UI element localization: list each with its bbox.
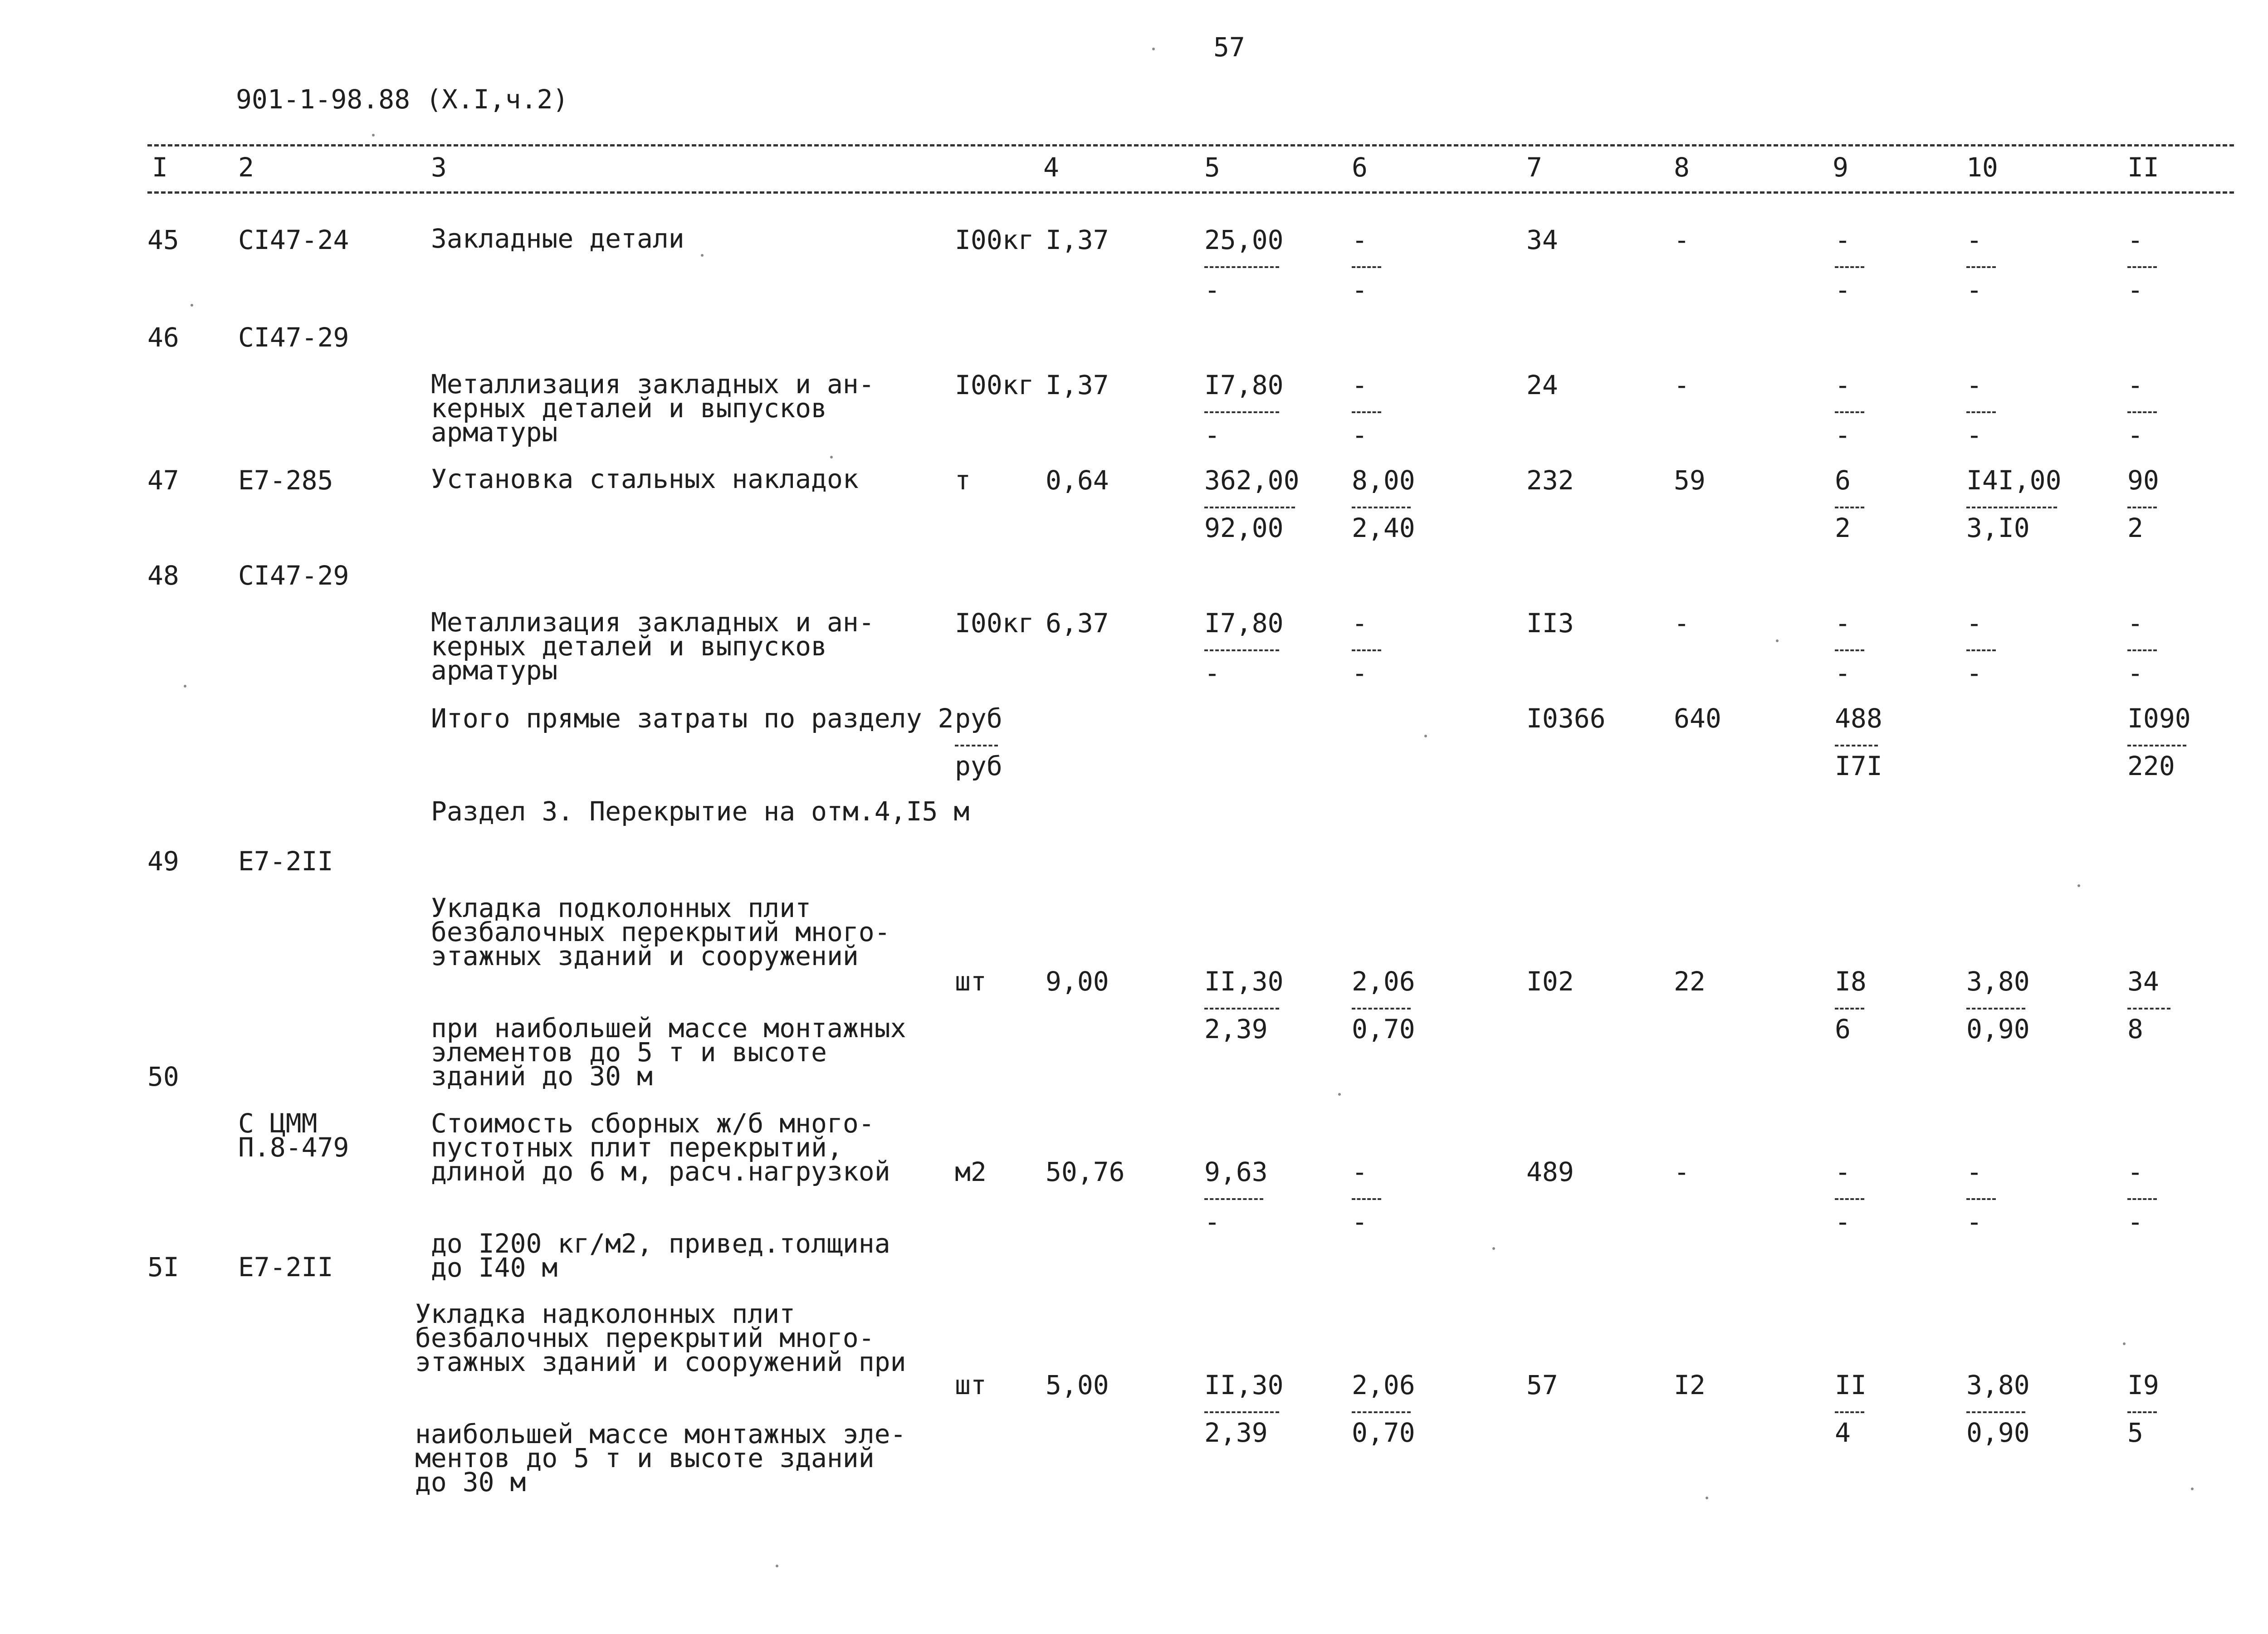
machine-cost-top: 8,00 <box>1352 465 1415 496</box>
row-number: 48 <box>147 560 179 591</box>
unit-cost-top: 25,00 <box>1204 224 1284 255</box>
fraction-bar <box>1835 745 1878 746</box>
norm-code: E7-2II <box>238 846 333 877</box>
norm-code: С ЦММ П.8-479 <box>238 1108 349 1163</box>
total-cost: 232 <box>1526 465 1574 496</box>
total-col11-bottom: 220 <box>2127 751 2175 781</box>
col9-bottom: - <box>1835 419 1851 450</box>
unit-cost-top: 9,63 <box>1204 1156 1268 1187</box>
total-cost: I0366 <box>1526 703 1606 734</box>
scan-speck <box>191 304 193 307</box>
col10-top: I4I,00 <box>1966 465 2062 496</box>
total-cost: I02 <box>1526 966 1574 997</box>
column-header: 3 <box>431 152 447 183</box>
header-rule-bottom <box>147 191 2234 194</box>
machine-cost-bottom: 0,70 <box>1352 1014 1415 1044</box>
col9-top: - <box>1835 370 1851 400</box>
fraction-bar <box>1352 411 1381 413</box>
work-description: Установка стальных накладок <box>431 463 859 494</box>
fraction-bar <box>2127 745 2186 746</box>
unit-cost-bottom: - <box>1204 1206 1220 1237</box>
scan-speck <box>701 254 704 257</box>
col10-top: - <box>1966 224 1982 255</box>
row-number: 50 <box>147 1061 179 1092</box>
fraction-bar <box>1835 1008 1864 1010</box>
quantity: 9,00 <box>1046 966 1109 997</box>
fraction-bar <box>1966 411 1996 413</box>
col10-bottom: - <box>1966 658 1982 688</box>
work-description: Стоимость сборных ж/б много- пустотных плит перекрытий, длиной до 6 м, расч.нагрузкой до I200 кг/м2, привед.толщина до I40 м <box>431 1108 890 1283</box>
col10-bottom: 3,I0 <box>1966 512 2030 543</box>
row-number: 5I <box>147 1252 179 1283</box>
total-col9-bottom: I7I <box>1835 751 1882 781</box>
unit-cost-bottom: 2,39 <box>1204 1014 1268 1044</box>
machine-cost-bottom: 0,70 <box>1352 1417 1415 1448</box>
row-number: 49 <box>147 846 179 877</box>
col9-bottom: 2 <box>1835 512 1851 543</box>
unit: I00кг <box>955 224 1034 255</box>
col11-top: - <box>2127 370 2143 400</box>
unit: шт <box>955 1370 987 1400</box>
quantity: I,37 <box>1046 224 1109 255</box>
quantity: 50,76 <box>1046 1156 1125 1187</box>
column-header: 8 <box>1674 152 1690 183</box>
total-cost: 57 <box>1526 1370 1558 1400</box>
fraction-bar <box>2127 1198 2157 1200</box>
fraction-bar <box>1966 266 1996 268</box>
unit-cost-bottom: - <box>1204 658 1220 688</box>
quantity: I,37 <box>1046 370 1109 400</box>
col11-bottom: - <box>2127 419 2143 450</box>
col10-top: 3,80 <box>1966 966 2030 997</box>
wages: 22 <box>1674 966 1706 997</box>
scan-speck <box>2077 884 2080 887</box>
col10-top: 3,80 <box>1966 1370 2030 1400</box>
total-cost: 24 <box>1526 370 1558 400</box>
column-header: 6 <box>1352 152 1368 183</box>
total-col11-top: I090 <box>2127 703 2191 734</box>
norm-code: E7-285 <box>238 465 333 496</box>
col11-bottom: - <box>2127 658 2143 688</box>
fraction-bar <box>2127 266 2157 268</box>
col11-top: - <box>2127 1156 2143 1187</box>
column-header: 9 <box>1833 152 1848 183</box>
row-number: 45 <box>147 224 179 255</box>
total-cost: II3 <box>1526 608 1574 639</box>
col11-bottom: 8 <box>2127 1014 2143 1044</box>
unit-cost-top: I7,80 <box>1204 370 1284 400</box>
col9-top: II <box>1835 1370 1867 1400</box>
col11-top: 34 <box>2127 966 2159 997</box>
col10-bottom: 0,90 <box>1966 1417 2030 1448</box>
unit: шт <box>955 966 987 997</box>
scan-speck <box>830 456 833 458</box>
fraction-bar <box>1966 649 1996 651</box>
unit-cost-bottom: - <box>1204 274 1220 305</box>
col9-top: - <box>1835 224 1851 255</box>
col10-bottom: 0,90 <box>1966 1014 2030 1044</box>
norm-code: CI47-29 <box>238 560 349 591</box>
fraction-bar <box>1352 1008 1411 1010</box>
row-number: 46 <box>147 322 179 353</box>
wages: 59 <box>1674 465 1706 496</box>
scan-speck <box>2123 1342 2126 1345</box>
machine-cost-top: - <box>1352 224 1368 255</box>
fraction-bar <box>1204 266 1279 268</box>
col9-top: 6 <box>1835 465 1851 496</box>
fraction-bar <box>2127 411 2157 413</box>
total-label: Итого прямые затраты по разделу 2 <box>431 703 954 734</box>
col9-top: I8 <box>1835 966 1867 997</box>
machine-cost-top: 2,06 <box>1352 1370 1415 1400</box>
col10-top: - <box>1966 1156 1982 1187</box>
total-col9-top: 488 <box>1835 703 1882 734</box>
total-unit-top: руб <box>955 703 1002 734</box>
machine-cost-bottom: - <box>1352 1206 1368 1237</box>
scan-speck <box>1776 639 1779 642</box>
wages: - <box>1674 608 1690 639</box>
fraction-bar <box>1835 411 1864 413</box>
fraction-bar <box>1966 1198 1996 1200</box>
column-header: I <box>152 152 168 183</box>
work-description: Металлизация закладных и ан- керных деталей и выпусков арматуры <box>431 607 875 686</box>
fraction-bar <box>2127 649 2157 651</box>
row-number: 47 <box>147 465 179 496</box>
work-description: Металлизация закладных и ан- керных деталей и выпусков арматуры <box>431 369 875 448</box>
norm-code: E7-2II <box>238 1252 333 1283</box>
col10-bottom: - <box>1966 1206 1982 1237</box>
col9-bottom: - <box>1835 274 1851 305</box>
quantity: 5,00 <box>1046 1370 1109 1400</box>
col11-top: - <box>2127 224 2143 255</box>
col11-bottom: - <box>2127 1206 2143 1237</box>
scan-speck <box>1492 1247 1495 1250</box>
col10-bottom: - <box>1966 419 1982 450</box>
machine-cost-bottom: - <box>1352 419 1368 450</box>
col11-top: I9 <box>2127 1370 2159 1400</box>
fraction-bar <box>1835 1198 1864 1200</box>
fraction-bar <box>1966 507 2057 508</box>
section-title: Раздел 3. Перекрытие на отм.4,I5 м <box>431 796 970 827</box>
col11-top: 90 <box>2127 465 2159 496</box>
fraction-bar <box>2127 507 2157 508</box>
wages: I2 <box>1674 1370 1706 1400</box>
col11-bottom: 5 <box>2127 1417 2143 1448</box>
unit-cost-top: II,30 <box>1204 1370 1284 1400</box>
machine-cost-bottom: - <box>1352 274 1368 305</box>
col11-bottom: 2 <box>2127 512 2143 543</box>
machine-cost-bottom: 2,40 <box>1352 512 1415 543</box>
wages: - <box>1674 370 1690 400</box>
col9-top: - <box>1835 1156 1851 1187</box>
total-unit-bottom: руб <box>955 751 1002 781</box>
column-header: 2 <box>238 152 254 183</box>
fraction-bar <box>1204 1411 1279 1413</box>
col10-bottom: - <box>1966 274 1982 305</box>
col11-bottom: - <box>2127 274 2143 305</box>
col10-top: - <box>1966 608 1982 639</box>
total-wages: 640 <box>1674 703 1721 734</box>
scan-speck <box>2191 1488 2194 1490</box>
column-header: 4 <box>1043 152 1059 183</box>
column-header: II <box>2127 152 2159 183</box>
fraction-bar <box>2127 1008 2170 1010</box>
unit-cost-top: II,30 <box>1204 966 1284 997</box>
fraction-bar <box>1204 411 1279 413</box>
fraction-bar <box>1966 1008 2025 1010</box>
fraction-bar <box>1204 1198 1263 1200</box>
unit: I00кг <box>955 608 1034 639</box>
unit: т <box>955 465 971 496</box>
scan-speck <box>372 134 375 137</box>
fraction-bar <box>1352 649 1381 651</box>
fraction-bar <box>1352 266 1381 268</box>
unit: м2 <box>955 1156 987 1187</box>
machine-cost-top: - <box>1352 370 1368 400</box>
col9-bottom: 4 <box>1835 1417 1851 1448</box>
col9-top: - <box>1835 608 1851 639</box>
col9-bottom: 6 <box>1835 1014 1851 1044</box>
scan-speck <box>1424 735 1427 737</box>
column-header: 10 <box>1966 152 1998 183</box>
scan-speck <box>776 1565 778 1567</box>
unit-cost-bottom: - <box>1204 419 1220 450</box>
fraction-bar <box>1966 1411 2025 1413</box>
norm-code: CI47-29 <box>238 322 349 353</box>
fraction-bar <box>1204 1008 1279 1010</box>
unit-cost-top: I7,80 <box>1204 608 1284 639</box>
unit: I00кг <box>955 370 1034 400</box>
scan-speck <box>1152 48 1155 50</box>
work-description: Укладка надколонных плит безбалочных перекрытий много- этажных зданий и сооружений при наибольшей массе монтажных эле- ментов до 5 т и высоте зданий до 30 м <box>415 1298 906 1497</box>
wages: - <box>1674 1156 1690 1187</box>
col11-top: - <box>2127 608 2143 639</box>
col10-top: - <box>1966 370 1982 400</box>
machine-cost-top: 2,06 <box>1352 966 1415 997</box>
col9-bottom: - <box>1835 1206 1851 1237</box>
header-rule-top <box>147 144 2234 146</box>
fraction-bar <box>1204 507 1295 508</box>
wages: - <box>1674 224 1690 255</box>
fraction-bar <box>1835 266 1864 268</box>
fraction-bar <box>1352 1198 1381 1200</box>
fraction-bar <box>2127 1411 2157 1413</box>
fraction-bar <box>1204 649 1279 651</box>
work-description: Укладка подколонных плит безбалочных перекрытий много- этажных зданий и сооружений при наибольшей массе монтажных элементов до 5 т и высоте зданий до 30 м <box>431 893 906 1092</box>
total-cost: 34 <box>1526 224 1558 255</box>
scan-speck <box>1338 1093 1341 1096</box>
work-description: Закладные детали <box>431 223 684 254</box>
machine-cost-top: - <box>1352 608 1368 639</box>
norm-code: CI47-24 <box>238 224 349 255</box>
machine-cost-top: - <box>1352 1156 1368 1187</box>
page-number: 57 <box>1213 32 1245 63</box>
column-header: 5 <box>1204 152 1220 183</box>
column-header: 7 <box>1526 152 1542 183</box>
fraction-bar <box>1352 1411 1411 1413</box>
col9-bottom: - <box>1835 658 1851 688</box>
quantity: 0,64 <box>1046 465 1109 496</box>
document-code: 901-1-98.88 (X.I,ч.2) <box>236 84 569 115</box>
total-cost: 489 <box>1526 1156 1574 1187</box>
machine-cost-bottom: - <box>1352 658 1368 688</box>
unit-cost-bottom: 2,39 <box>1204 1417 1268 1448</box>
unit-cost-bottom: 92,00 <box>1204 512 1284 543</box>
fraction-bar <box>1352 507 1411 508</box>
scan-speck <box>1706 1497 1708 1499</box>
fraction-bar <box>1835 649 1864 651</box>
fraction-bar <box>1835 507 1864 508</box>
scan-speck <box>184 685 186 688</box>
quantity: 6,37 <box>1046 608 1109 639</box>
unit-cost-top: 362,00 <box>1204 465 1300 496</box>
fraction-bar <box>955 745 998 746</box>
fraction-bar <box>1835 1411 1864 1413</box>
